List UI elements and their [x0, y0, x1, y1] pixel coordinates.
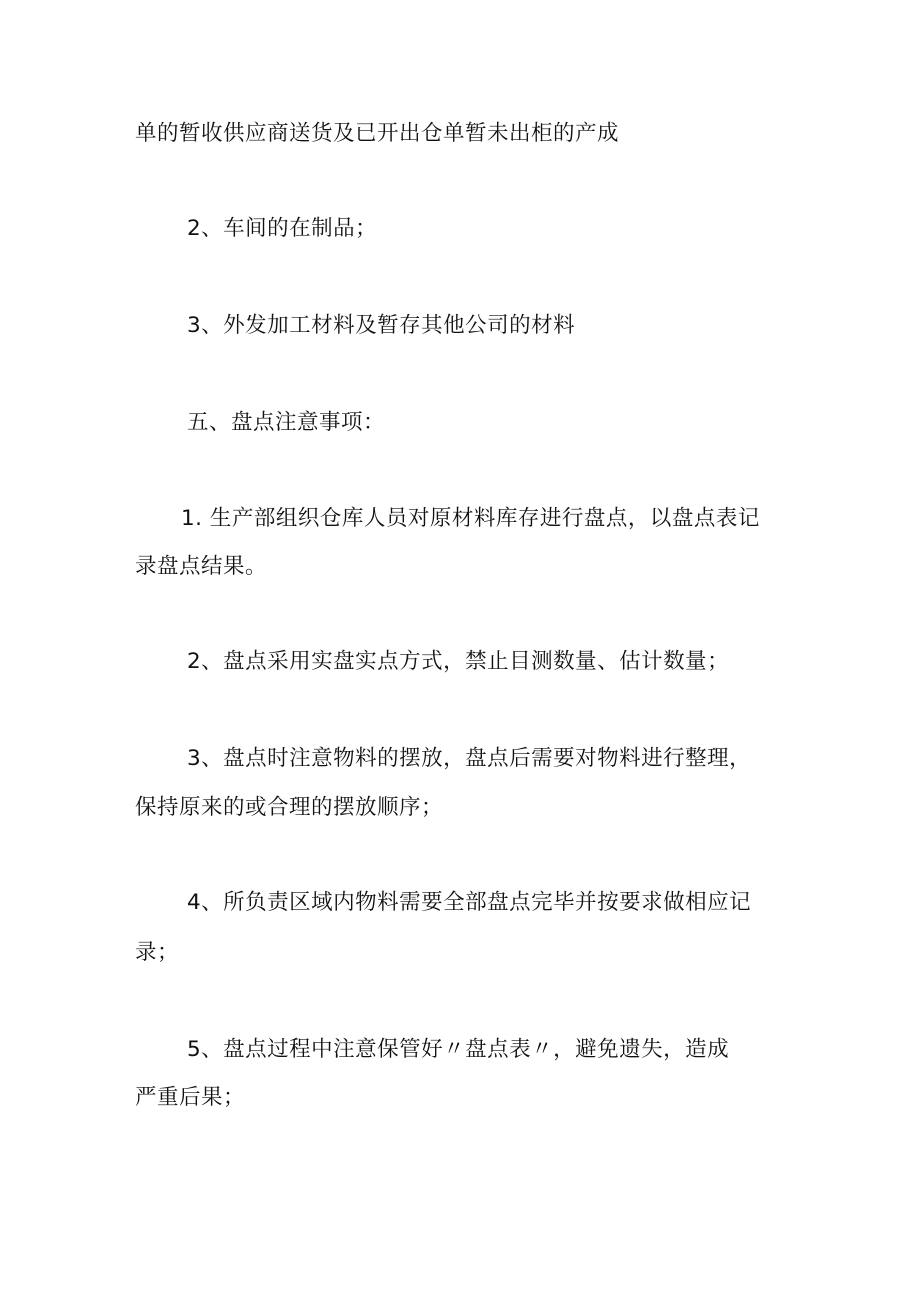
list-item-3-outsourced: 3、外发加工材料及暂存其他公司的材料	[187, 313, 576, 338]
note-item-5-line-2: 严重后果；	[135, 1085, 246, 1110]
note-item-1-line-1: 1. 生产部组织仓库人员对原材料库存进行盘点，以盘点表记	[181, 506, 760, 531]
paragraph-continuation-line: 单的暂收供应商送货及已开出仓单暂未出柜的产成	[135, 121, 620, 146]
note-item-4-line-1: 4、所负责区域内物料需要全部盘点完毕并按要求做相应记	[187, 890, 752, 915]
note-item-5-line-1: 5、盘点过程中注意保管好〃盘点表〃，避免遗失，造成	[187, 1037, 730, 1062]
note-item-2: 2、盘点采用实盘实点方式，禁止目测数量、估计数量；	[187, 649, 730, 674]
list-item-2-workshop: 2、车间的在制品；	[187, 216, 378, 241]
note-item-4-line-2: 录；	[135, 940, 180, 965]
note-item-3-line-2: 保持原来的或合理的摆放顺序；	[135, 795, 444, 820]
note-item-3-line-1: 3、盘点时注意物料的摆放，盘点后需要对物料进行整理，	[187, 746, 752, 771]
section-heading-5: 五、盘点注意事项：	[187, 410, 386, 435]
note-item-1-line-2: 录盘点结果。	[135, 554, 268, 579]
